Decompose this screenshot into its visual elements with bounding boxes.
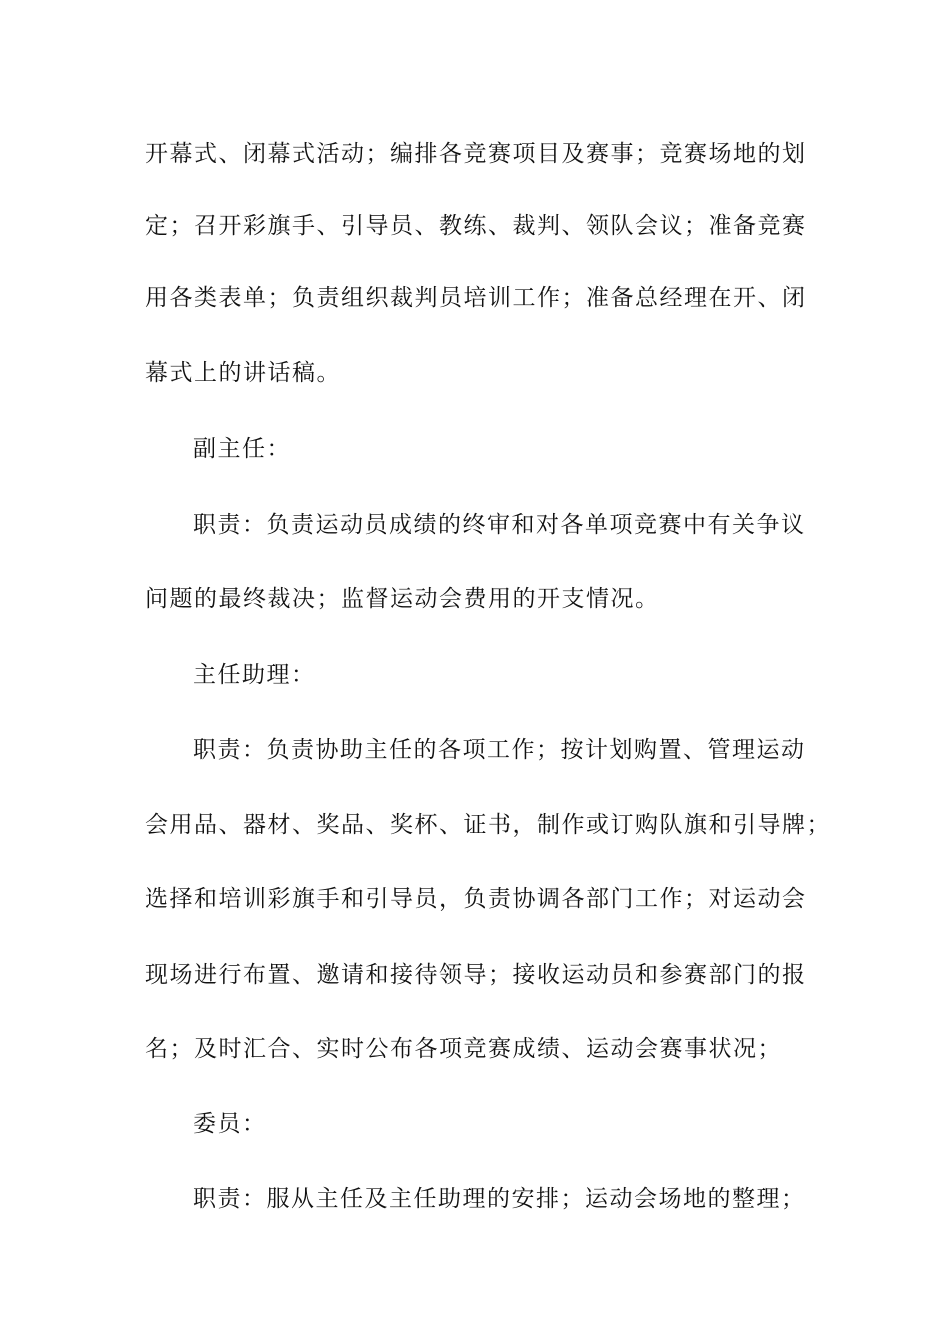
text-line: 开幕式、闭幕式活动；编排各竞赛项目及赛事；竞赛场地的划 — [145, 141, 807, 167]
text-line: 职责：负责运动员成绩的终审和对各单项竞赛中有关争议 — [193, 512, 806, 538]
text-line: 问题的最终裁决；监督运动会费用的开支情况。 — [145, 586, 660, 612]
text-line: 幕式上的讲话稿。 — [145, 360, 341, 386]
section-heading: 主任助理： — [193, 662, 316, 688]
text-line: 职责：服从主任及主任助理的安排；运动会场地的整理； — [193, 1186, 806, 1212]
text-line: 用各类表单；负责组织裁判员培训工作；准备总经理在开、闭 — [145, 285, 807, 311]
section-heading: 委员： — [193, 1111, 267, 1137]
text-line: 定；召开彩旗手、引导员、教练、裁判、领队会议；准备竞赛 — [145, 213, 807, 239]
text-line: 选择和培训彩旗手和引导员，负责协调各部门工作；对运动会 — [145, 886, 807, 912]
text-line: 现场进行布置、邀请和接待领导；接收运动员和参赛部门的报 — [145, 962, 807, 988]
text-line: 名；及时汇合、实时公布各项竞赛成绩、运动会赛事状况； — [145, 1036, 782, 1062]
text-line: 职责：负责协助主任的各项工作；按计划购置、管理运动 — [193, 737, 806, 763]
section-heading: 副主任： — [193, 436, 291, 462]
text-line: 会用品、器材、奖品、奖杯、证书，制作或订购队旗和引导牌； — [145, 812, 831, 838]
